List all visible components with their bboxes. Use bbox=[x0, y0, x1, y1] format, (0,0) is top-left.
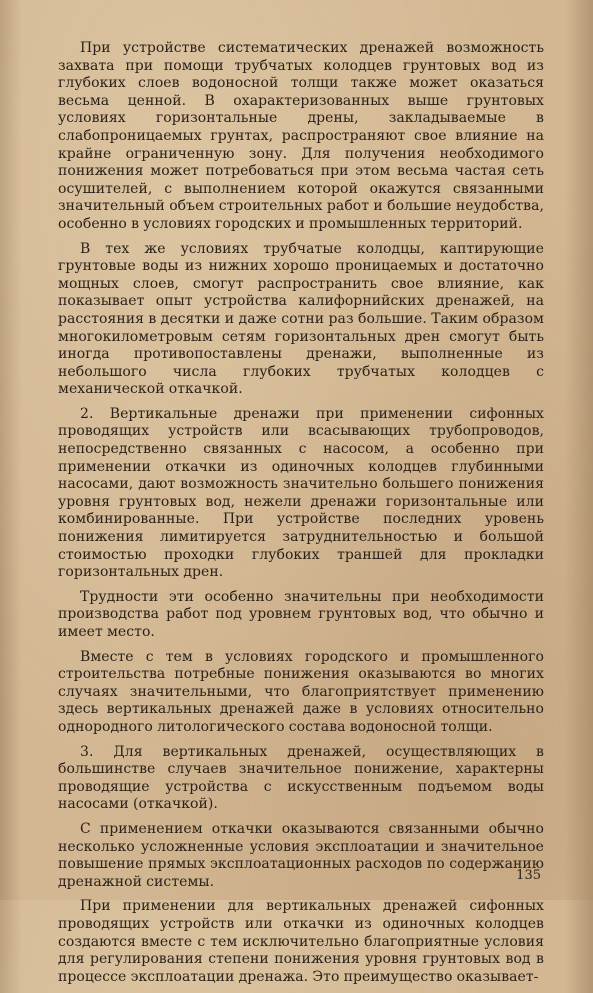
paragraph: При устройстве систематических дренажей возможность захвата при помощи трубчатых колодцев грунтовых вод из глубоких слоев водоносной толщи также может оказаться весьма ценной. В охарактеризованных выше грунтовых условиях горизонтальные дрены, закладываемые в слабопроницаемых грунтах, распространяют свое влияние на крайне ограниченную зону. Для получения необходимого понижения может потребоваться при этом весьма частая сеть осушителей, с выполнением которой окажутся связанными значительный объем строительных работ и большие неудобства, особенно в условиях городских и промышленных территорий. bbox=[58, 40, 544, 232]
paragraph: 3. Для вертикальных дренажей, осуществляющих в большинстве случаев значительное понижение, характерны проводящие устройства с искусственным подъемом воды насосами (откачкой). bbox=[58, 743, 544, 813]
paragraph: Вместе с тем в условиях городского и промышленного строительства потребные понижения оказываются во многих случаях значительными, что благоприятствует применению здесь вертикальных дренажей даже в условиях относительно однородного литологического состава водоносной толщи. bbox=[58, 648, 544, 735]
paragraph: Трудности эти особенно значительны при необходимости производства работ под уровнем грунтовых вод, что обычно и имеет место. bbox=[58, 588, 544, 640]
paragraph: В тех же условиях трубчатые колодцы, каптирующие грунтовые воды из нижних хорошо проницаемых и достаточно мощных слоев, смогут распространить свое влияние, как показывает опыт устройства калифорнийских дренажей, на расстояния в десятки и даже сотни раз большие. Таким образом многокилометровым сетям горизонтальных дрен смогут быть иногда противопоставлены дренажи, выполненные из небольшого числа глубоких трубчатых колодцев с механической откачкой. bbox=[58, 240, 544, 398]
page-number: 135 bbox=[516, 868, 541, 883]
paragraph: 2. Вертикальные дренажи при применении сифонных проводящих устройств или всасывающих трубопроводов, непосредственно связанных с насосом, а особенно при применении откачки из одиночных колодцев глубинными насосами, дают возможность значительно большего понижения уровня грунтовых вод, нежели дренажи горизонтальные или комбинированные. При устройстве последних уровень понижения лимитируется затруднительностью и большой стоимостью проходки глубоких траншей для прокладки горизонтальных дрен. bbox=[58, 405, 544, 581]
paragraph: С применением откачки оказываются связанными обычно несколько усложненные условия эксплоатации и значительное повышение прямых эксплоатационных расходов по содержанию дренажной системы. bbox=[58, 820, 544, 890]
paragraph: При применении для вертикальных дренажей сифонных проводящих устройств или откачки из одиночных колодцев создаются вместе с тем исключительно благоприятные условия для регулирования степени понижения уровня грунтовых вод в процессе эксплоатации дренажа. Это преимущество оказывает- bbox=[58, 898, 544, 985]
body-text bbox=[58, 40, 544, 993]
